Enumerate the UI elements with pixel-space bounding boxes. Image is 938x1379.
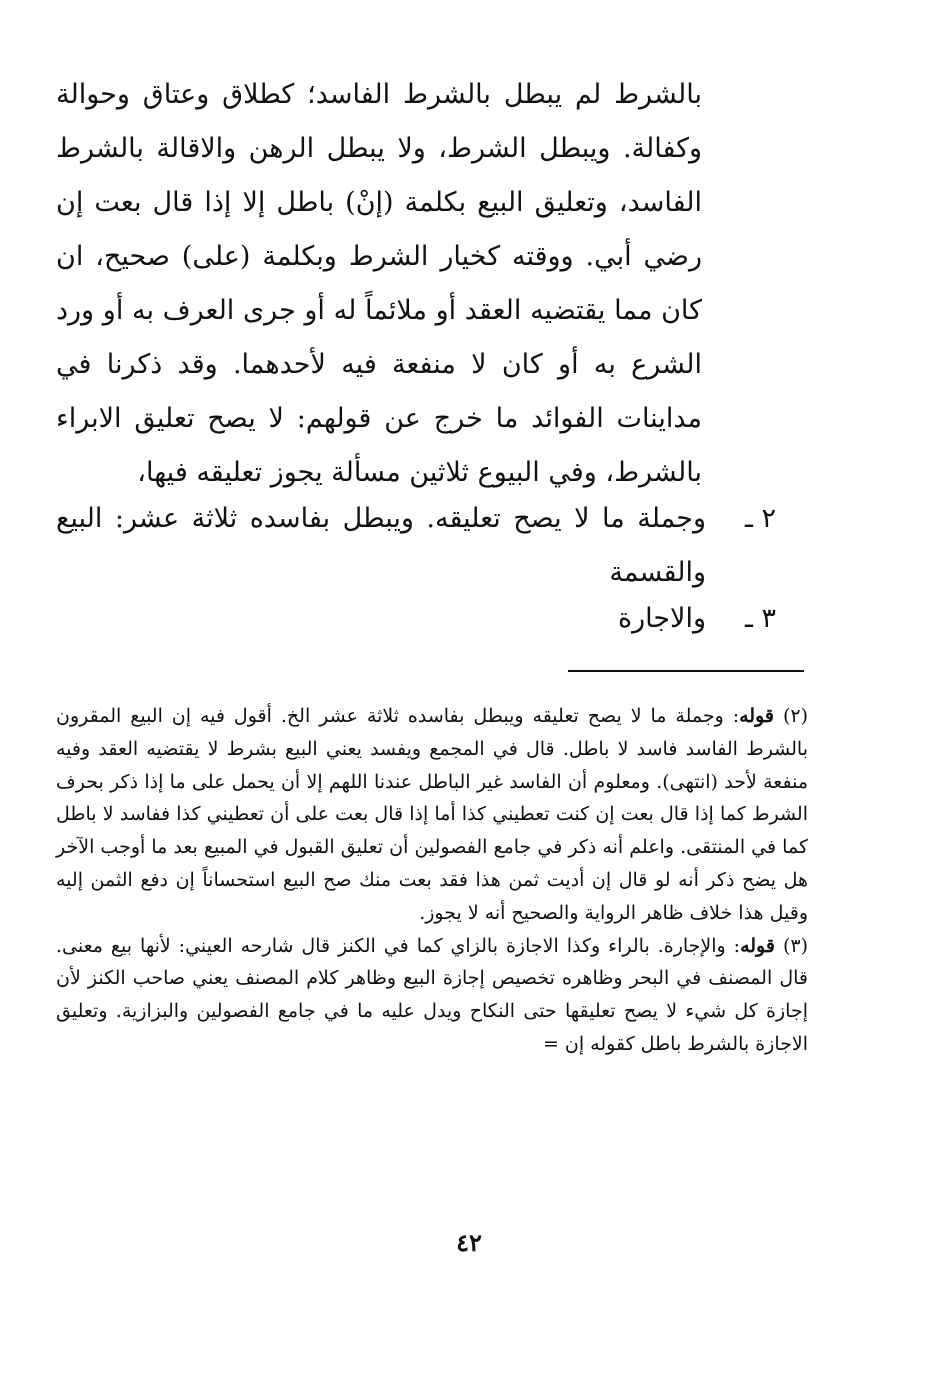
main-text-block [56, 68, 702, 500]
footnote-marker: (٣) [782, 934, 808, 957]
main-paragraph: بالشرط لم يبطل بالشرط الفاسد؛ كطلاق وعتاق وحوالة وكفالة. ويبطل الشرط، ولا يبطل الرهن والاقالة بالشرط الفاسد، وتعليق البيع بكلمة (إنْ) باطل إلا إذا قال بعت إن رضي أبي. ووقته كخيار الشرط وبكلمة (على) صحيح، ان كان مما يقتضيه العقد أو ملائماً له أو جرى العرف به أو ورد الشرع به أو كان لا منفعة فيه لأحدهما. وقد ذكرنا في مداينات الفوائد ما خرج عن قولهم: لا يصح تعليق الابراء بالشرط، وفي البيوع ثلاثين مسألة يجوز تعليقه فيها، [56, 79, 702, 488]
footnote-3 [56, 930, 808, 1061]
footnote-marker: (٢) [782, 705, 808, 727]
item-number: ٢ ـ [744, 503, 776, 534]
footnote-2 [56, 700, 808, 930]
footnote-text: : وجملة ما لا يصح تعليقه ويبطل بفاسده ثلاثة عشر الخ. أقول فيه إن البيع المقرون بالشرط الفاسد فاسد لا باطل. قال في المجمع ويفسد يعني البيع بشرط لا يقتضيه العقد وفيه منفعة لأحد (انتهى). ومعلوم أن الفاسد غير الباطل عندنا اللهم إلا أن يحمل على ما إذا ذكر بحرف الشرط كما إذا قال بعت إن كنت تعطيني كذا أما إذا قال بعت على أن تعطيني كذا ففاسد لا باطل كما في المنتقى. واعلم أنه ذكر في جامع الفصولين أن تعليق القبول في المبيع بعد ما أوجب الآخر هل يضح ذكر أنه لو قال إن أديت ثمن هذا فقد بعت منك صح البيع استحساناً إن دفع الثمن إليه وقيل هذا خلاف ظاهر الرواية والصحيح أنه لا يجوز. [56, 705, 808, 924]
footnote-separator [568, 670, 804, 672]
footnote-text: : والإجارة. بالراء وكذا الاجازة بالزاي كما في الكنز قال شارحه العيني: لأنها بيع معنى. قال المصنف في البحر وظاهره تخصيص إجازة البيع وظاهر كلام المصنف يعني صاحب الكنز لأن إجازة كل شيء لا يصح تعليقها حتى النكاح ويدل عليه ما في جامع الفصولين والبزازية. وتعليق الاجازة بالشرط باطل كقوله إن = [56, 934, 808, 1055]
numbered-item-2 [56, 492, 776, 600]
footnotes-block [56, 700, 808, 1061]
item-text: والاجارة [617, 603, 706, 634]
item-number: ٣ ـ [744, 603, 776, 634]
numbered-item-3 [56, 592, 776, 646]
item-text: وجملة ما لا يصح تعليقه. ويبطل بفاسده ثلاثة عشر: البيع والقسمة [56, 503, 706, 588]
footnote-lead: قوله [739, 705, 774, 727]
footnote-lead: قوله [740, 934, 775, 957]
page-number: ٤٢ [456, 1228, 482, 1257]
